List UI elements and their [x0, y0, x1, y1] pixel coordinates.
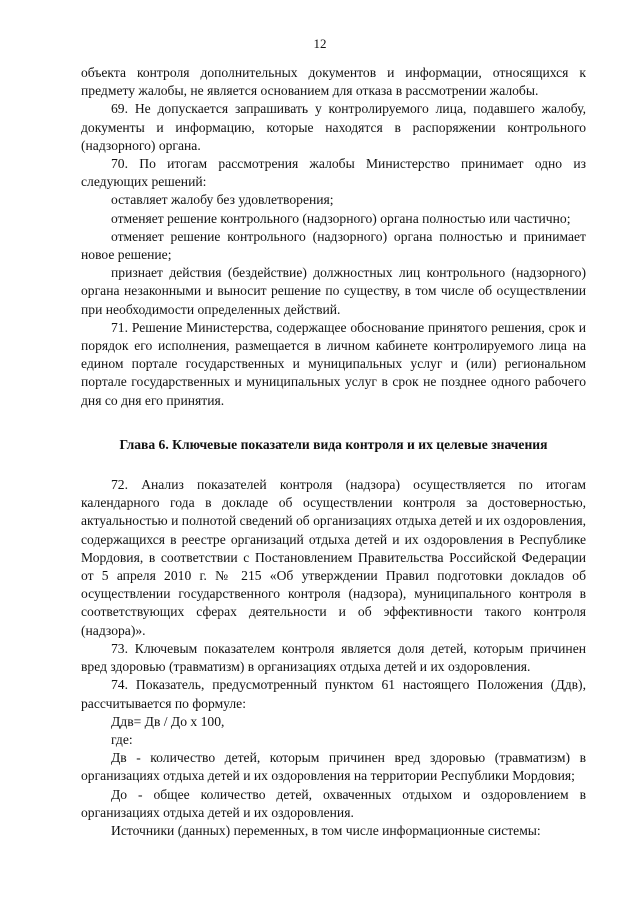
paragraph-71: 71. Решение Министерства, содержащее обоснование принятого решения, срок и порядок его исполнения, размещается в личном кабинете контролируемого лица на едином портале государственных и муниципальных услуг и (или) региональном портале государственных и муниципальных услуг в срок не позднее одного рабочего дня со дня его принятия.: [81, 319, 586, 408]
decision-option: оставляет жалобу без удовлетворения;: [111, 192, 334, 208]
variable-definition: До - общее количество детей, охваченных отдыхом и оздоровлением в организациях отдыха детей и их оздоровления.: [81, 786, 586, 820]
paragraph: объекта контроля дополнительных документов и информации, относящихся к предмету жалобы, не является основанием для отказа в рассмотрении жалобы.: [81, 65, 586, 99]
decision-option: отменяет решение контрольного (надзорного) органа полностью или частично;: [111, 210, 571, 226]
formula: Ддв= Дв / До х 100,: [111, 713, 225, 729]
paragraph-72: 72. Анализ показателей контроля (надзора) осуществляется по итогам календарного года в докладе об осуществлении контроля за достоверностью, актуальностью и полнотой сведений об организациях отдыха детей и их оздоровления, содержащихся в реестре организаций отдыха детей и их оздоровления в Республике Мордовия, в соответствии с Постановлением Правительства Российской Федерации от 5 апреля 2010 г. № 215 «Об утверждении Правил подготовки докладов об осуществлении государственного контроля (надзора), муниципального контроля в соответствующих сферах деятельности и об эффективности такого контроля (надзора)».: [81, 477, 586, 638]
decision-option: отменяет решение контрольного (надзорного) органа полностью и принимает новое решение;: [81, 228, 586, 263]
paragraph-74: 74. Показатель, предусмотренный пунктом 61 настоящего Положения (Ддв), рассчитывается по формуле:: [81, 677, 586, 711]
chapter-heading: Глава 6. Ключевые показатели вида контроля и их целевые значения: [119, 436, 548, 452]
paragraph-70: 70. По итогам рассмотрения жалобы Министерство принимает одно из следующих решений:: [81, 156, 586, 190]
page-number: 12: [313, 36, 327, 51]
variable-definition: Дв - количество детей, которым причинен вред здоровью (травматизм) в организациях отдыха детей и их оздоровления на территории Республики Мордовия;: [81, 750, 586, 784]
formula-where: где:: [111, 731, 133, 747]
decision-option: признает действия (бездействие) должностных лиц контрольного (надзорного) органа незаконными и выносит решение по существу, в том числе об осуществлении при необходимости определенных действий.: [81, 265, 586, 317]
data-sources: Источники (данных) переменных, в том числе информационные системы:: [111, 822, 541, 838]
document-body: [81, 64, 586, 840]
paragraph-73: 73. Ключевым показателем контроля является доля детей, которым причинен вред здоровью (травматизм) в организациях отдыха детей и их оздоровления.: [81, 640, 586, 675]
paragraph-69: 69. Не допускается запрашивать у контролируемого лица, подавшего жалобу, документы и информацию, которые находятся в распоряжении контрольного (надзорного) органа.: [81, 101, 586, 153]
